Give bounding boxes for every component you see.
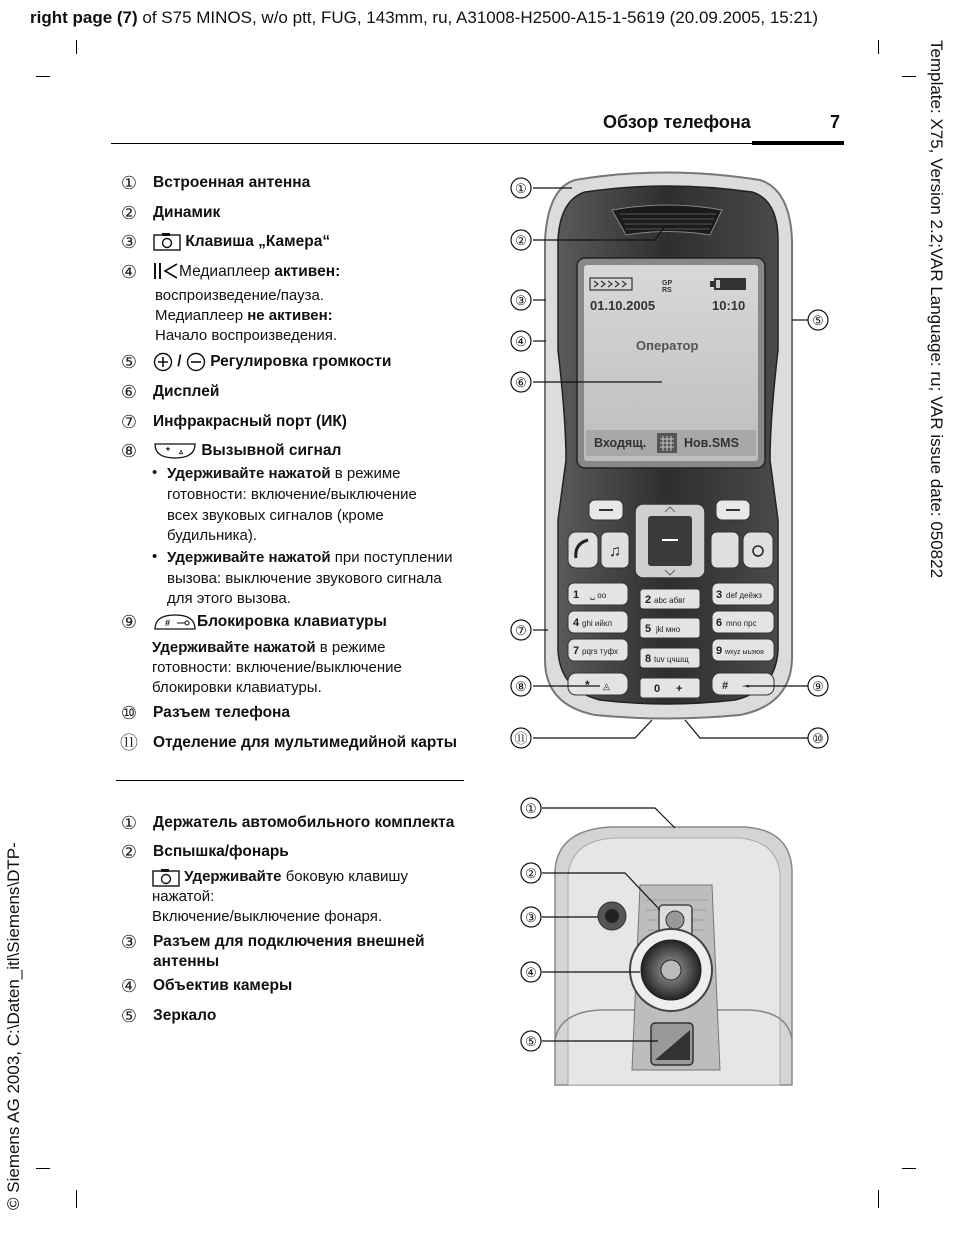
item-desc xyxy=(167,464,401,484)
key-letters: ⊸ xyxy=(742,681,750,691)
gprs-label: GP xyxy=(662,280,673,287)
item-desc xyxy=(167,548,453,568)
item-title-row xyxy=(153,232,330,252)
softkey-left-label: Входящ. xyxy=(594,436,647,450)
key-digit: 4 xyxy=(573,617,580,629)
key-digit: 5 xyxy=(645,623,652,635)
softkey-right-label: Нов.SMS xyxy=(684,436,739,450)
item-desc xyxy=(155,306,333,326)
phone-date: 01.10.2005 xyxy=(590,298,656,313)
item-number: ③ xyxy=(120,932,138,952)
header-rest: of S75 MINOS, w/o ptt, FUG, 143mm, ru, A31008-H2500-A15-1-5619 (20.09.2005, 15:21) xyxy=(137,8,819,27)
item-title: Разъем телефона xyxy=(153,704,291,721)
key-digit: # xyxy=(722,680,729,692)
side-text-left-label: © Siemens AG 2003, C:\Daten_itl\Siemens\DTP- xyxy=(4,842,23,1210)
item-title-row xyxy=(153,262,340,282)
item-title-row xyxy=(153,612,387,632)
item-title: Разъем для подключения внешней xyxy=(153,933,425,950)
item-title: Регулировка громкости xyxy=(210,353,392,371)
item-text: в режиме xyxy=(315,639,386,656)
camera-key-icon xyxy=(153,232,181,251)
volume-up-icon xyxy=(153,352,173,372)
crop-mark xyxy=(76,40,77,54)
item-number: ⑧ xyxy=(120,441,138,461)
page-number: 7 xyxy=(830,112,841,132)
item-desc: воспроизведение/пауза. xyxy=(155,287,324,304)
item-number: ⑨ xyxy=(120,612,138,632)
header-rule-thick xyxy=(752,141,844,145)
callout-number: ② xyxy=(525,866,537,881)
item-desc: всех звуковых сигналов (кроме xyxy=(167,507,384,524)
key-letters: jkl мно xyxy=(656,625,681,634)
key-letters: + xyxy=(676,683,683,695)
camera-key-icon xyxy=(152,868,180,887)
callout-number: ⑤ xyxy=(812,313,824,328)
key-digit: * xyxy=(585,678,590,692)
callout-number: ④ xyxy=(525,965,537,980)
item-title: Инфракрасный порт (ИК) xyxy=(153,413,347,430)
item-separator: / xyxy=(173,353,186,371)
svg-text:▵: ▵ xyxy=(179,446,184,456)
callout-number: ① xyxy=(525,801,537,816)
item-text-bold: Удерживайте нажатой xyxy=(152,639,316,656)
key-digit: 0 xyxy=(654,683,661,695)
gprs-label: RS xyxy=(662,287,672,294)
item-title-row xyxy=(153,352,391,372)
item-number: ⑩ xyxy=(120,703,138,723)
item-title: Клавиша „Камера“ xyxy=(185,233,331,250)
key-letters: abc абвг xyxy=(654,596,686,605)
crop-mark xyxy=(878,40,879,54)
item-text: боковую клавишу xyxy=(281,868,408,885)
item-number: ⑤ xyxy=(120,352,138,372)
key-letters: tuv цчшщ xyxy=(654,655,689,664)
item-text: Медиаплеер xyxy=(155,307,248,324)
call-key xyxy=(568,532,598,568)
item-number: ⑥ xyxy=(120,382,138,402)
item-text: Медиаплеер xyxy=(179,263,275,280)
item-title: Динамик xyxy=(153,204,221,221)
callout-number: ⑩ xyxy=(812,731,824,746)
item-title: Отделение для мультимедийной карты xyxy=(153,734,457,751)
callout-number: ① xyxy=(515,181,527,196)
phone-front-illustration xyxy=(500,160,840,760)
section-divider xyxy=(116,780,464,781)
hash-key-icon xyxy=(153,613,197,631)
item-title-row xyxy=(153,441,341,461)
item-number: ③ xyxy=(120,232,138,252)
callout-number: ④ xyxy=(515,334,527,349)
phone-time: 10:10 xyxy=(712,298,746,313)
item-desc: готовности: включение/выключение xyxy=(152,659,402,676)
item-desc: для этого вызова. xyxy=(167,590,291,607)
key-letters: ◬ xyxy=(603,681,610,691)
item-number: ② xyxy=(120,203,138,223)
callout-number: ⑥ xyxy=(515,375,527,390)
crop-mark xyxy=(878,1190,879,1208)
callout-number: ② xyxy=(515,233,527,248)
bullet-dot: • xyxy=(152,548,158,565)
item-number: ④ xyxy=(120,262,138,282)
item-title: Объектив камеры xyxy=(153,977,293,994)
callout-number: ⑨ xyxy=(812,679,824,694)
header-rule xyxy=(111,143,844,144)
item-desc: Начало воспроизведения. xyxy=(155,327,337,344)
item-title-cont: антенны xyxy=(153,953,220,970)
key-letters: ␣ oo xyxy=(590,591,607,600)
section-title: Обзор телефона xyxy=(603,112,751,132)
callout-number: ⑪ xyxy=(514,731,528,746)
header-prefix: right page (7) xyxy=(30,8,138,27)
item-title: Вспышка/фонарь xyxy=(153,843,289,860)
item-number: ⑦ xyxy=(120,412,138,432)
item-text-bold: не активен: xyxy=(247,307,333,324)
key-digit: 1 xyxy=(573,589,580,601)
item-desc: блокировки клавиатуры. xyxy=(152,679,322,696)
svg-text:*: * xyxy=(166,445,170,457)
key-digit: 7 xyxy=(573,645,580,657)
key-letters: wxyz ыьэюя xyxy=(725,649,764,656)
key-letters: ghi ийкл xyxy=(582,619,613,628)
item-title: Встроенная антенна xyxy=(153,174,311,191)
key-digit: 2 xyxy=(645,594,652,606)
key-letters: mno прс xyxy=(726,619,757,628)
key-letters: pqrs туфх xyxy=(582,647,619,656)
svg-text:#: # xyxy=(165,617,171,628)
side-text-right xyxy=(918,40,954,680)
end-key xyxy=(743,532,773,568)
phone-operator: Оператор xyxy=(636,338,699,353)
key-letters: def деёжз xyxy=(726,591,762,600)
item-desc xyxy=(152,638,386,658)
item-text-bold: активен: xyxy=(274,263,341,280)
item-number: ② xyxy=(120,842,138,862)
crop-mark xyxy=(36,76,50,77)
item-title: Зеркало xyxy=(153,1007,217,1024)
crop-mark xyxy=(76,1190,77,1208)
item-text-bold: Удерживайте нажатой xyxy=(167,465,331,482)
item-number: ⑤ xyxy=(120,1006,138,1026)
item-text-bold: Удерживайте нажатой xyxy=(167,549,331,566)
item-text: в режиме xyxy=(330,465,401,482)
item-number: ① xyxy=(120,173,138,193)
callout-number: ⑧ xyxy=(515,679,527,694)
item-desc: нажатой: xyxy=(152,888,215,905)
crop-mark xyxy=(36,1168,50,1169)
callout-number: ③ xyxy=(515,293,527,308)
volume-down-icon xyxy=(186,352,206,372)
key-digit: 8 xyxy=(645,653,652,665)
item-number: ⑪ xyxy=(120,733,138,753)
item-text-bold: Удерживайте xyxy=(184,868,282,885)
crop-mark xyxy=(902,1168,916,1169)
star-key-icon xyxy=(153,442,197,460)
key-digit: 9 xyxy=(716,645,723,657)
item-desc: Включение/выключение фонаря. xyxy=(152,908,382,925)
key-digit: 3 xyxy=(716,589,723,601)
svg-text:♫: ♫ xyxy=(609,543,621,560)
callout-number: ⑤ xyxy=(525,1034,537,1049)
side-text-right-label: Template: X75, Version 2.2;VAR Language: ru; VAR issue date: 050822 xyxy=(927,40,946,579)
item-number: ④ xyxy=(120,976,138,996)
side-text-left xyxy=(0,800,30,1210)
item-number: ① xyxy=(120,813,138,833)
item-desc xyxy=(152,867,408,887)
clear-key xyxy=(711,532,739,568)
bullet-dot: • xyxy=(152,464,158,481)
crop-mark xyxy=(902,76,916,77)
item-title: Блокировка клавиатуры xyxy=(197,613,387,630)
item-title: Вызывной сигнал xyxy=(201,442,342,459)
page-header xyxy=(30,8,818,28)
item-desc: готовности: включение/выключение xyxy=(167,486,417,503)
item-text: при поступлении xyxy=(330,549,453,566)
play-pause-icon xyxy=(153,262,179,281)
phone-back-illustration xyxy=(510,795,800,1090)
item-desc: будильника). xyxy=(167,527,258,544)
item-title: Держатель автомобильного комплекта xyxy=(153,814,455,831)
key-digit: 6 xyxy=(716,617,723,629)
item-desc: вызова: выключение звукового сигнала xyxy=(167,570,442,587)
item-title: Дисплей xyxy=(153,383,220,400)
callout-number: ⑦ xyxy=(515,623,527,638)
callout-number: ③ xyxy=(525,910,537,925)
